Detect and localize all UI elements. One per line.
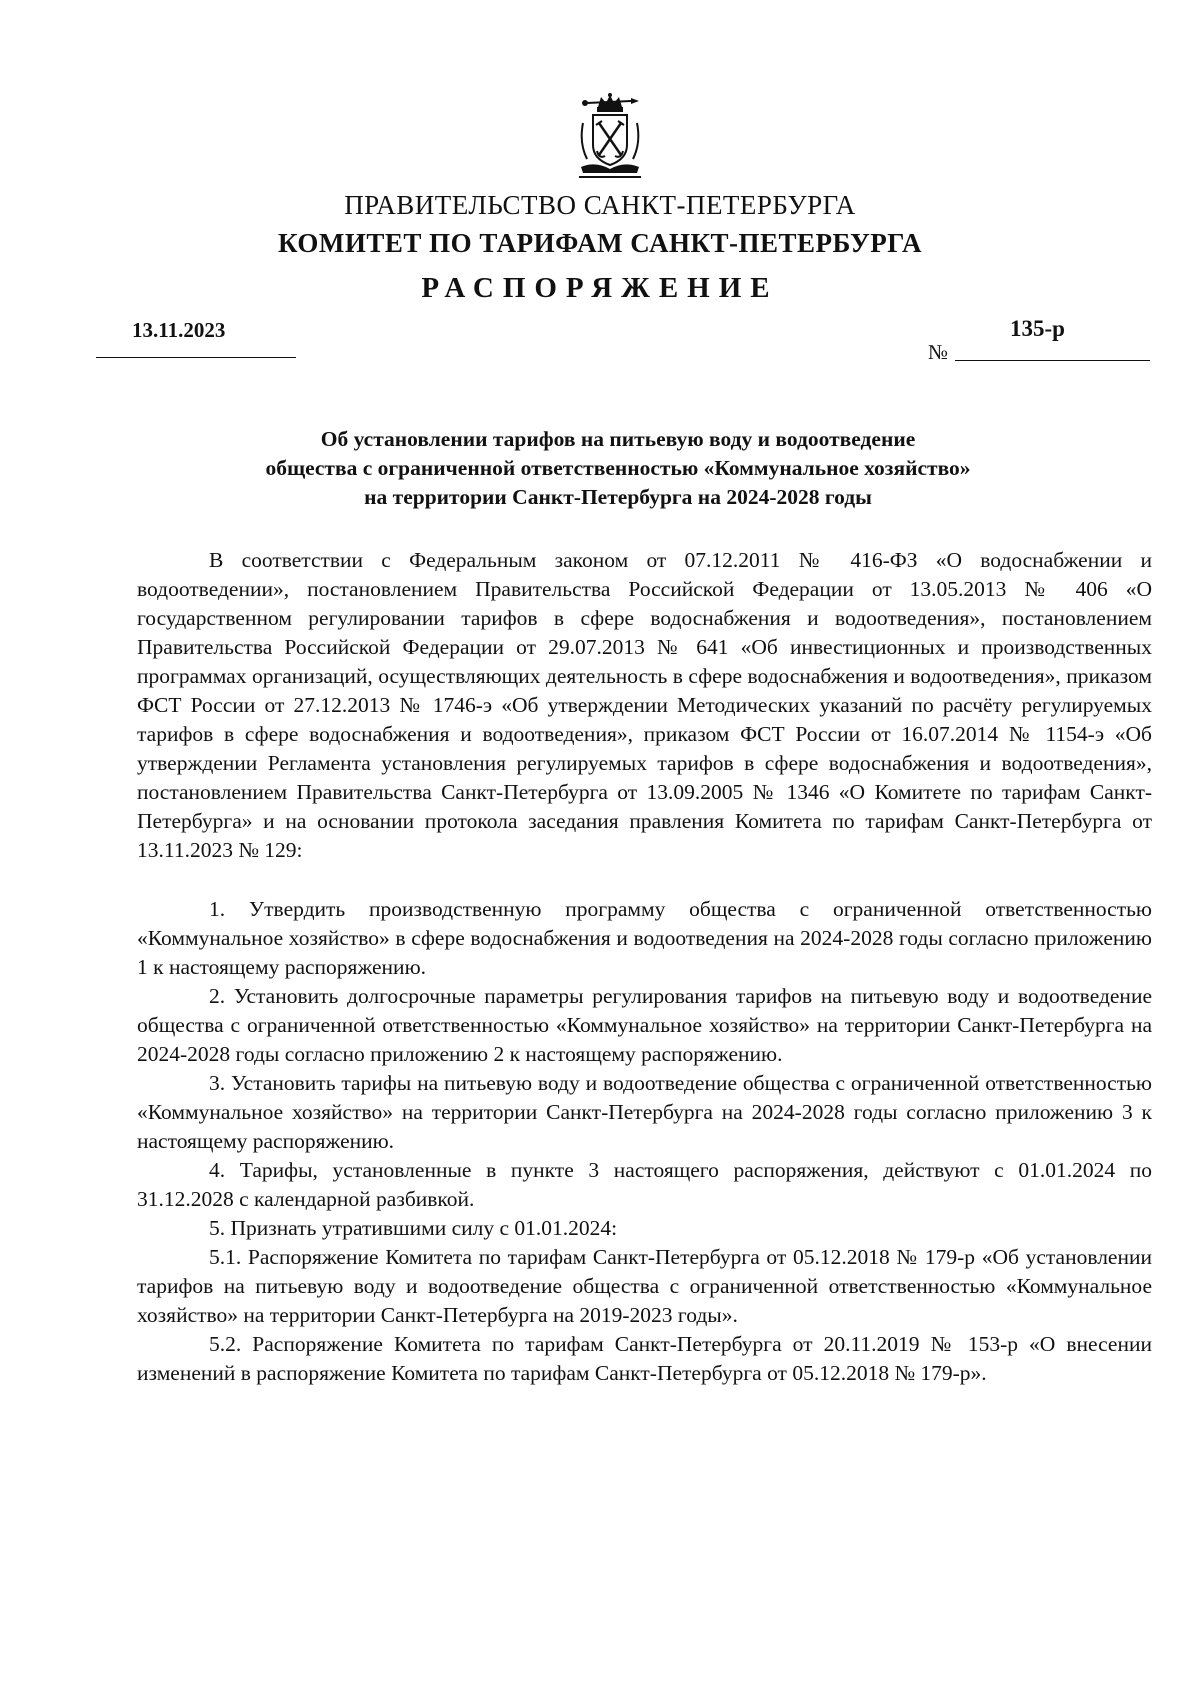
number-underline: [955, 360, 1150, 361]
number-sign: №: [928, 340, 949, 364]
item-3: 3. Установить тарифы на питьевую воду и водоотведение общества с ограниченной ответственностью «Коммунальное хозяйство» на территории Санкт-Петербурга на 2024-2028 годы согласно приложению 3 к настоящему распоряжению.: [137, 1071, 1152, 1153]
title-line-1: Об установлении тарифов на питьевую воду и водоотведение: [320, 427, 916, 451]
title-line-3: на территории Санкт-Петербурга на 2024-2028 годы: [364, 485, 872, 509]
document-date: 13.11.2023: [132, 318, 226, 342]
preamble-paragraph: В соответствии с Федеральным законом от 07.12.2011 № 416-ФЗ «О водоснабжении и водоотведении», постановлением Правительства Российской Федерации от 13.05.2013 № 406 «О государственном регулировании тарифов в сфере водоснабжения и водоотведения», постановлением Правительства Российской Федерации от 29.07.2013 № 641 «Об инвестиционных и производственных программах организаций, осуществляющих деятельность в сфере водоснабжения и водоотведения», приказом ФСТ России от 27.12.2013 № 1746-э «Об утверждении Методических указаний по расчёту регулируемых тарифов в сфере водоснабжения и водоотведения», приказом ФСТ России от 16.07.2014 № 1154-э «Об утверждении Регламента установления регулируемых тарифов в сфере водоснабжения и водоотведения», постановлением Правительства Санкт-Петербурга от 13.09.2005 № 1346 «О Комитете по тарифам Санкт-Петербурга» и на основании протокола заседания правления Комитета по тарифам Санкт-Петербурга от 13.11.2023 № 129:: [137, 548, 1152, 862]
coat-of-arms-icon: [565, 93, 655, 183]
document-title: [120, 425, 1116, 512]
item-5-1: 5.1. Распоряжение Комитета по тарифам Санкт-Петербурга от 05.12.2018 № 179-р «Об установлении тарифов на питьевую воду и водоотведение общества с ограниченной ответственностью «Коммунальное хозяйство» на территории Санкт-Петербурга на 2019-2023 годы».: [137, 1245, 1152, 1327]
title-line-2: общества с ограниченной ответственностью «Коммунальное хозяйство»: [265, 456, 971, 480]
item-1: 1. Утвердить производственную программу общества с ограниченной ответственностью «Коммунальное хозяйство» в сфере водоснабжения и водоотведения на 2024-2028 годы согласно приложению 1 к настоящему распоряжению.: [137, 897, 1152, 979]
date-underline: [96, 357, 296, 358]
document-body: [137, 546, 1152, 1388]
item-4: 4. Тарифы, установленные в пункте 3 настоящего распоряжения, действуют с 01.01.2024 по 31.12.2028 с календарной разбивкой.: [137, 1158, 1152, 1211]
document-number: 135-р: [1010, 316, 1065, 341]
item-5-2: 5.2. Распоряжение Комитета по тарифам Санкт-Петербурга от 20.11.2019 № 153-р «О внесении изменений в распоряжение Комитета по тарифам Санкт-Петербурга от 05.12.2018 № 179-р».: [137, 1332, 1152, 1385]
item-5: 5. Признать утратившими силу с 01.01.2024:: [209, 1216, 618, 1240]
item-2: 2. Установить долгосрочные параметры регулирования тарифов на питьевую воду и водоотведение общества с ограниченной ответственностью «Коммунальное хозяйство» на территории Санкт-Петербурга на 2024-2028 годы согласно приложению 2 к настоящему распоряжению.: [137, 984, 1152, 1066]
document-type: РАСПОРЯЖЕНИЕ: [421, 272, 779, 304]
paragraph-gap: [137, 865, 1152, 895]
committee-name: КОМИТЕТ ПО ТАРИФАМ САНКТ-ПЕТЕРБУРГА: [278, 228, 922, 258]
government-name: ПРАВИТЕЛЬСТВО САНКТ-ПЕТЕРБУРГА: [344, 190, 856, 220]
